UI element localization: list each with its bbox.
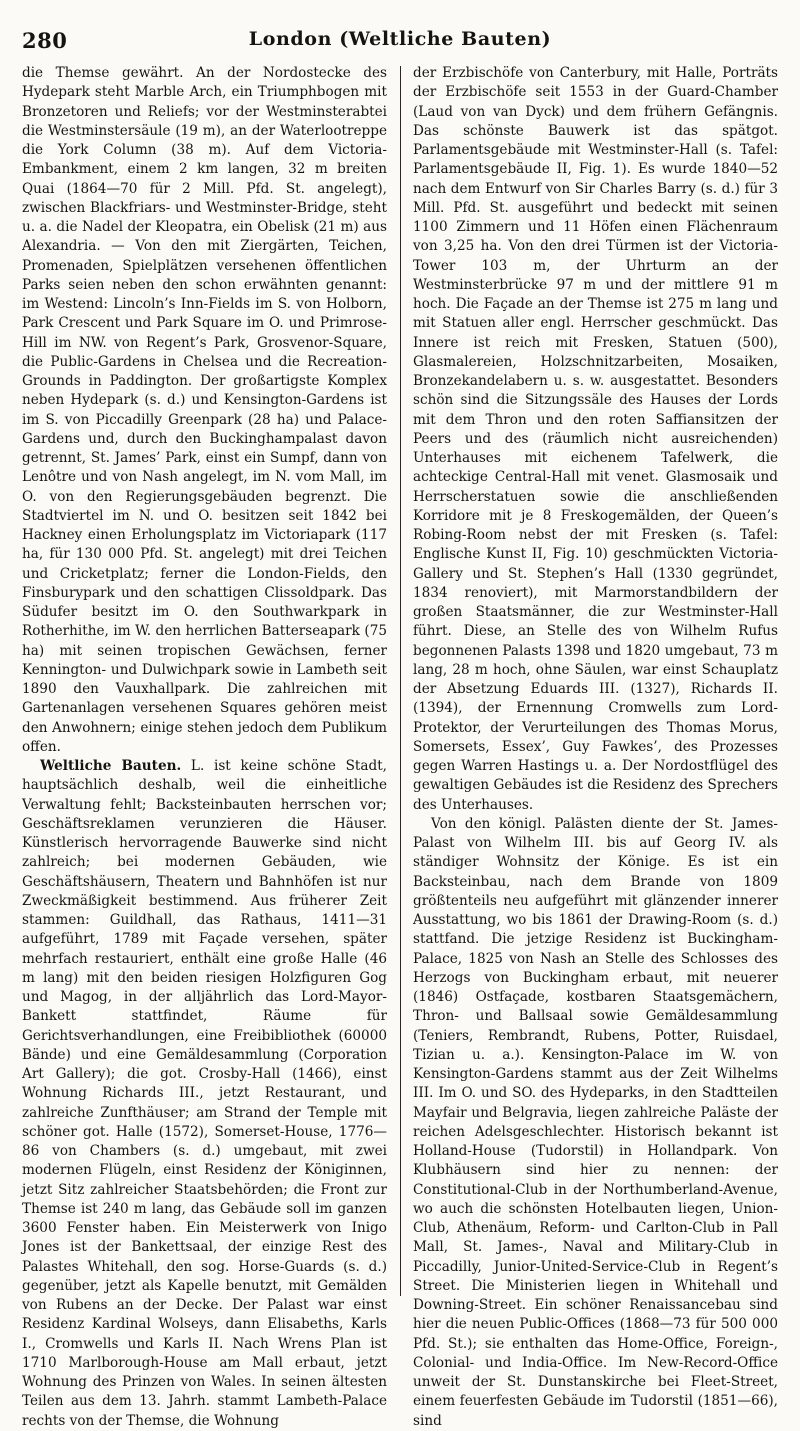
paragraph-weltliche-bauten [22,757,387,1431]
page-header [22,28,778,58]
paragraph-parliament: der Erzbischöfe von Canterbury, mit Halle, Porträts der Erzbischöfe seit 1553 in der Guard-Chamber (Laud von van Dyck) und dem frühern Gefängnis. Das schönste Bauwerk ist das spätgot. Parlamentsgebäude mit Westminster-Hall (s. Tafel: Parlamentsgebäude II, Fig. 1). Es wurde 1840—52 nach dem Entwurf von Sir Charles Barry (s. d.) für 3 Mill. Pfd. St. ausgeführt und bedeckt mit seinen 1100 Zimmern und 11 Höfen einen Flächenraum von 3,25 ha. Von den drei Türmen ist der Victoria-Tower 103 m, der Uhrturm an der Westminsterbrücke 97 m und der mittlere 91 m hoch. Die Façade an der Themse ist 275 m lang und mit Statuen aller engl. Herrscher geschmückt. Das Innere ist reich mit Fresken, Statuen (500), Glasmalereien, Holzschnitzarbeiten, Mosaiken, Bronzekandelabern u. s. w. ausgestattet. Besonders schön sind die Sitzungssäle des Hauses der Lords mit dem Thron und den roten Saffiansitzen der Peers und des (räumlich nicht ausreichenden) Unterhauses mit eichenem Tafelwerk, die achteckige Central-Hall mit venet. Glasmosaik und Herrscherstatuen sowie die anschließenden Korridore mit je 8 Freskogemälden, der Queen’s Robing-Room nebst der mit Fresken (s. Tafel: Englische Kunst II, Fig. 10) geschmückten Victoria-Gallery und St. Stephen’s Hall (1330 gegründet, 1834 renoviert), mit Marmorstandbildern der großen Staatsmänner, die zur Westminster-Hall führt. Diese, an Stelle des von Wilhelm Rufus begonnenen Palasts 1398 und 1820 umgebaut, 73 m lang, 28 m hoch, ohne Säulen, war einst Schauplatz der Absetzung Eduards III. (1327), Richards II. (1394), der Ernennung Cromwells zum Lord-Protektor, der Verurteilungen des Thomas Morus, Somersets, Essex’, Guy Fawkes’, des Prozesses gegen Warren Hastings u. a. Der Nordostflügel des gewaltigen Gebäudes ist die Residenz des Sprechers des Unterhauses. [413,65,778,813]
section-heading: Weltliche Bauten. [40,758,182,774]
paragraph-text: L. ist keine schöne Stadt, hauptsächlich deshalb, weil die einheitliche Verwaltung fehlt; Backsteinbauten herrschen vor; Geschäftsreklamen verunzieren die Häuser. Künstlerisch hervorragende Bauwerke sind nicht zahlreich; bei modernen Gebäuden, wie Geschäftshäusern, Theatern und Bahnhöfen ist nur Zweckmäßigkeit bestimmend. Aus früherer Zeit stammen: Guildhall, das Rathaus, 1411—31 aufgeführt, 1789 mit Façade versehen, später mehrfach restauriert, enthält eine große Halle (46 m lang) mit den beiden riesigen Holzfiguren Gog und Magog, in der alljährlich das Lord-Mayor-Bankett stattfindet, Räume für Gerichtsverhandlungen, eine Freibibliothek (60000 Bände) und eine Gemäldesammlung (Corporation Art Gallery); die got. Crosby-Hall (1466), einst Wohnung Richards III., jetzt Restaurant, und zahlreiche Zunfthäuser; am Strand der Temple mit schöner got. Halle (1572), Somerset-House, 1776—86 von Chambers (s. d.) umgebaut, mit zwei modernen Flügeln, einst Residenz der Königinnen, jetzt Sitz zahlreicher Staatsbehörden; die Front zur Themse ist 240 m lang, das Gebäude soll im ganzen 3600 Fenster haben. Ein Meisterwerk von Inigo Jones ist der Bankettsaal, der einzige Rest des Palastes Whitehall, den sog. Horse-Guards (s. d.) gegenüber, jetzt als Kapelle benutzt, mit Gemälden von Rubens an der Decke. Der Palast war einst Residenz Kardinal Wolseys, dann Elisabeths, Karls I., Cromwells und Karls II. Nach Wrens Plan ist 1710 Marlborough-House am Mall erbaut, jetzt Wohnung des Prinzen von Wales. In seinen ältesten Teilen aus dem 13. Jahrh. stammt Lambeth-Palace rechts von der Themse, die Wohnung [22,758,387,1429]
paragraph-palaces: Von den königl. Palästen diente der St. James-Palast von Wilhelm III. bis auf Georg IV. als ständiger Wohnsitz der Könige. Es ist ein Backsteinbau, nach dem Brande von 1809 größtenteils neu aufgeführt mit glänzender innerer Ausstattung, wo bis 1861 der Drawing-Room (s. d.) stattfand. Die jetzige Residenz ist Buckingham-Palace, 1825 von Nash an Stelle des Schlosses des Herzogs von Buckingham erbaut, mit neuerer (1846) Ostfaçade, kostbaren Staatsgemächern, Thron- und Ballsaal sowie Gemäldesammlung (Teniers, Rembrandt, Rubens, Potter, Ruisdael, Tizian u. a.). Kensington-Palace im W. von Kensington-Gardens stammt aus der Zeit Wilhelms III. Im O. und SO. des Hydeparks, in den Stadtteilen Mayfair und Belgravia, liegen zahlreiche Paläste der reichen Adelsgeschlechter. Historisch bekannt ist Holland-House (Tudorstil) in Hollandpark. Von Klubhäusern sind hier zu nennen: der Constitutional-Club in der Northumberland-Avenue, wo auch die schönsten Hotelbauten liegen, Union-Club, Athenäum, Reform- und Carlton-Club in Pall Mall, St. James-, Naval and Military-Club in Piccadilly, Junior-United-Service-Club in Regent’s Street. Die Ministerien liegen in Whitehall und Downing-Street. Ein schöner Renaissancebau sind hier die neuen Public-Offices (1868—73 für 500 000 Pfd. St.); sie enthalten das Home-Office, Foreign-, Colonial- und India-Office. Im New-Record-Office unweit der St. Dunstanskirche bei Fleet-Street, einem feuerfesten Gebäude im Tudorstil (1851—66), sind [413,815,778,1429]
page-number: 280 [22,28,68,53]
right-column [413,64,778,1429]
running-head: London (Weltliche Bauten) [248,28,552,50]
paragraph-parks: die Themse gewährt. An der Nordostecke des Hydepark steht Marble Arch, ein Triumphbogen mit Bronzetoren und Reliefs; vor der Westminsterabtei die Westminstersäule (19 m), an der Waterlootreppe die York Column (38 m). Auf dem Victoria-Embankment, einem 2 km langen, 32 m breiten Quai (1864—70 für 2 Mill. Pfd. St. angelegt), zwischen Blackfriars- und Westminster-Bridge, steht u. a. die Nadel der Kleopatra, ein Obelisk (21 m) aus Alexandria. — Von den mit Ziergärten, Teichen, Promenaden, Spielplätzen versehenen öffentlichen Parks seien neben den schon erwähnten genannt: im Westend: Lincoln’s Inn-Fields im S. von Holborn, Park Crescent und Park Square im O. und Primrose-Hill im NW. von Regent’s Park, Grosvenor-Square, die Public-Gardens in Chelsea und die Recreation-Grounds in Paddington. Der großartigste Komplex neben Hydepark (s. d.) und Kensington-Gardens ist im S. von Piccadilly Greenpark (28 ha) und Palace-Gardens und, durch den Buckinghampalast davon getrennt, St. James’ Park, einst ein Sumpf, dann von Lenôtre und von Nash angelegt, im N. vom Mall, im O. von den Regierungsgebäuden begrenzt. Die Stadtviertel im N. und O. besitzen seit 1842 bei Hackney einen Erholungsplatz im Victoriapark (117 ha, für 130 000 Pfd. St. angelegt) mit drei Teichen und Cricketplatz; ferner die London-Fields, den Finsburypark und den schattigen Clissoldpark. Das Südufer besitzt im O. den Southwarkpark in Rotherhithe, im W. den herrlichen Batterseapark (75 ha) mit seinen tropischen Gewächsen, ferner Kennington- und Dulwichpark sowie in Lambeth seit 1890 den Vauxhallpark. Die zahlreichen mit Gartenanlagen versehenen Squares gehören meist den Anwohnern; einige stehen jedoch dem Publikum offen. [22,65,387,755]
text-columns [22,64,778,1429]
left-column [22,64,387,1429]
